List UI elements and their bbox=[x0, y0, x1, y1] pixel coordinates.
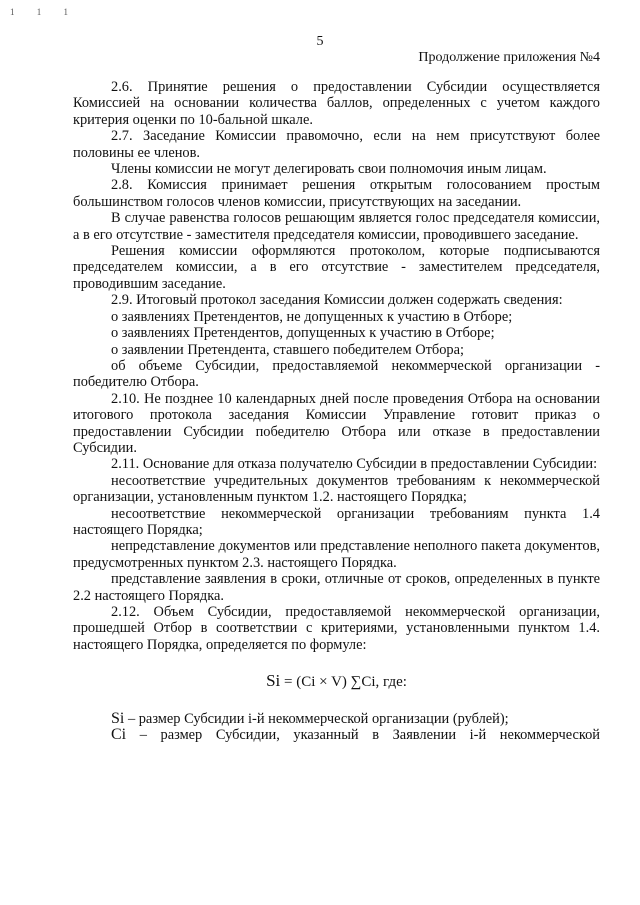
definition-si-text: – размер Субсидии i-й некоммерческой организации (рублей); bbox=[124, 710, 509, 727]
refusal-reason-documents: несоответствие учредительных документов требованиям к некоммерческой организации, установленным пунктом 1.2. настоящего Порядка; bbox=[73, 472, 600, 506]
definition-ci bbox=[73, 727, 600, 743]
paragraph-tie-vote: В случае равенства голосов решающим является голос председателя комиссии, а в его отсутствие - заместителя председателя комиссии, проводившего заседание. bbox=[73, 210, 600, 243]
refusal-reason-incomplete: непредставление документов или представление неполного пакета документов, предусмотренных пунктом 2.3. настоящего Порядка. bbox=[73, 538, 600, 571]
formula-lhs: Si bbox=[266, 671, 281, 691]
formula-rhs: = (Ci × V) ∑Ci, где: bbox=[280, 674, 407, 691]
paragraph-delegation: Члены комиссии не могут делегировать свои полномочия иным лицам. bbox=[111, 161, 547, 178]
definition-ci-symbol: Ci bbox=[111, 726, 127, 744]
list-item-winner: о заявлении Претендента, ставшего победителем Отбора; bbox=[111, 341, 464, 358]
refusal-reason-requirements: несоответствие некоммерческой организации требованиям пункта 1.4 настоящего Порядка; bbox=[73, 505, 600, 538]
appendix-continuation-label: Продолжение приложения №4 bbox=[418, 50, 600, 65]
paragraph-2-12: 2.12. Объем Субсидии, предоставляемой некоммерческой организации, прошедшей Отбор в соответствии с критериями, установленными пунктом 1.4. настоящего Порядка, определяется по формуле: bbox=[73, 604, 600, 653]
definition-si bbox=[73, 711, 600, 727]
list-item-subsidy-volume: об объеме Субсидии, предоставляемой некоммерческой организации - победителю Отбора. bbox=[73, 357, 600, 391]
paragraph-2-11: 2.11. Основание для отказа получателю Субсидии в предоставлении Субсидии: bbox=[111, 456, 598, 473]
page-number: 5 bbox=[316, 34, 324, 49]
scan-corner-marks: 1 1 1 bbox=[10, 7, 78, 17]
definition-si-symbol: Si bbox=[111, 709, 125, 727]
paragraph-protocol: Решения комиссии оформляются протоколом, которые подписываются председателем комиссии, а в его отсутствие - заместителем председателя, проводившим заседание. bbox=[73, 243, 600, 292]
paragraph-2-10: 2.10. Не позднее 10 календарных дней после проведения Отбора на основании итогового протокола заседания Комиссии Управление готовит приказ о предоставлении Субсидии победителю Отбора или отказе в предоставлении Субсидии. bbox=[73, 390, 600, 456]
subsidy-formula bbox=[73, 673, 600, 690]
document-body bbox=[73, 79, 600, 743]
paragraph-2-7: 2.7. Заседание Комиссии правомочно, если на нем присутствуют более половины ее членов. bbox=[73, 128, 600, 161]
paragraph-2-6: 2.6. Принятие решения о предоставлении Субсидии осуществляется Комиссией на основании количества баллов, определенных с учетом каждого критерия оценки по 10-бальной шкале. bbox=[73, 79, 600, 128]
list-item-admitted: о заявлениях Претендентов, допущенных к участию в Отборе; bbox=[111, 325, 495, 342]
paragraph-2-8: 2.8. Комиссия принимает решения открытым голосованием простым большинством голосов членов комиссии, присутствующих на заседании. bbox=[73, 177, 600, 210]
refusal-reason-deadline: представление заявления в сроки, отличные от сроков, определенных в пункте 2.2 настоящего Порядка. bbox=[73, 571, 600, 604]
list-item-not-admitted: о заявлениях Претендентов, не допущенных к участию в Отборе; bbox=[111, 308, 513, 325]
definition-ci-text: – размер Субсидии, указанный в Заявлении i-й некоммерческой bbox=[126, 727, 600, 744]
paragraph-2-9: 2.9. Итоговый протокол заседания Комиссии должен содержать сведения: bbox=[111, 292, 563, 309]
